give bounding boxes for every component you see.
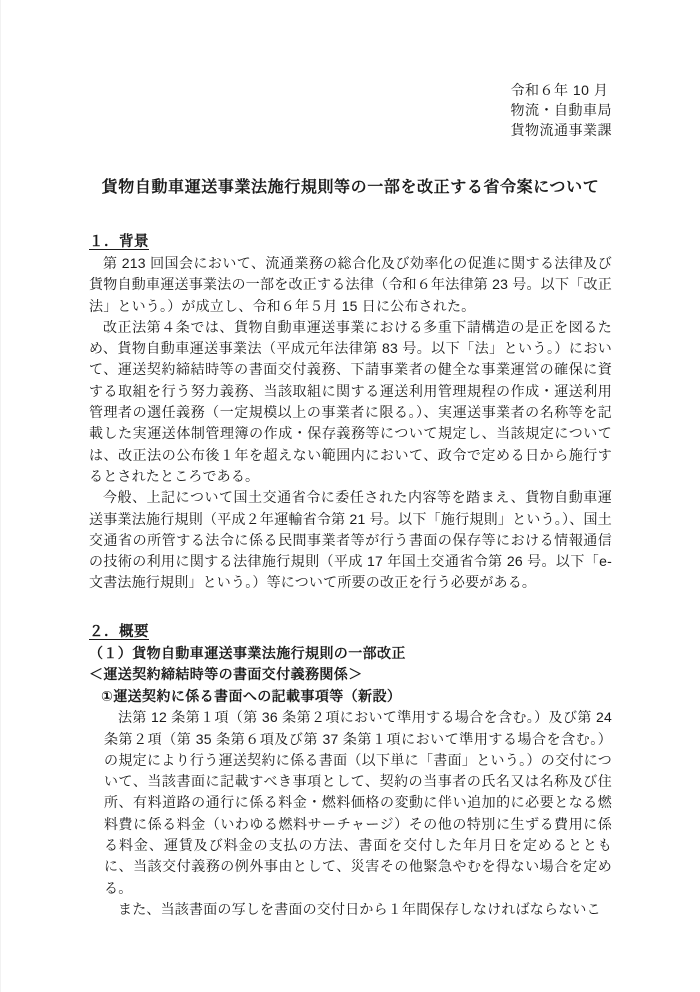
background-paragraph-3: 今般、上記について国土交通省令に委任された内容等を踏まえ、貨物自動車運送事業法施行規則（平成２年運輸省令第 21 号。以下「施行規則」という。）、国土交通省の所管する法令に係る民間事業者等が行う書面の保存等における情報通信の技術の利用に関する法律施行規則（平成 17 年国土交通省令第 26 号。以下「e-文書法施行規則」という。）等について所要の改正を行う必要がある。 [89, 489, 612, 591]
document-title: 貨物自動車運送事業法施行規則等の一部を改正する省令案について [101, 179, 600, 196]
background-paragraph-2: 改正法第４条では、貨物自動車運送事業における多重下請構造の是正を図るため、貨物自動車運送事業法（平成元年法律第 83 号。以下「法」という。）において、運送契約締結時等の書面交付義務、下請事業者の健全な事業運営の確保に資する取組を行う努力義務、当該取組に関する運送利用管理規程の作成・運送利用管理者の選任義務（一定規模以上の事業者に限る。）、実運送事業者の名称等を記載した実運送体制管理簿の作成・保存義務等について規定し、当該規定については、改正法の公布後１年を超えない範囲内において、政令で定める日から施行するとされたところである。 [89, 318, 612, 484]
overview-topic-heading: ＜運送契約締結時等の書面交付義務関係＞ [89, 666, 363, 683]
division-name: 貨物流通事業課 [510, 122, 612, 138]
overview-paragraph-1: 法第 12 条第１項（第 36 条第２項において準用する場合を含む。）及び第 24 条第２項（第 35 条第６項及び第 37 条第１項において準用する場合を含む。）の規定により行う運送契約に係る書面（以下単に「書面」という。）の交付について、当該書面に記載すべき事項として、契約の当事者の氏名又は名称及び住所、有料道路の通行に係る料金・燃料価格の変動に伴い追加的に必要となる燃料費に係る料金（いわゆる燃料サーチャージ）その他の特別に生ずる費用に係る料金、運賃及び料金の支払の方法、書面を交付した年月日を定めるとともに、当該交付義務の例外事由として、災害その他緊急やむを得ない場合を定める。 [104, 709, 612, 896]
bureau-name: 物流・自動車局 [510, 102, 612, 118]
overview-item-body [104, 707, 612, 920]
section-background-heading: １．背景 [89, 234, 149, 250]
issue-date: 令和６年 10 月 [510, 82, 609, 98]
overview-subsection-heading: （１）貨物自動車運送事業法施行規則の一部改正 [89, 644, 406, 661]
document-meta-block [511, 80, 613, 140]
overview-item-heading: ①運送契約に係る書面への記載事項等（新設） [101, 687, 402, 704]
background-paragraph-1: 第 213 回国会において、流通業務の総合化及び効率化の促進に関する法律及び貨物自動車運送事業法の一部を改正する法律（令和６年法律第 23 号。以下「改正法」という。）が成立し、令和６年５月 15 日に公布された。 [89, 255, 612, 314]
section-overview-heading: ２．概要 [89, 623, 149, 640]
overview-paragraph-2: また、当該書面の写しを書面の交付日から１年間保存しなければならないこ [118, 900, 601, 917]
